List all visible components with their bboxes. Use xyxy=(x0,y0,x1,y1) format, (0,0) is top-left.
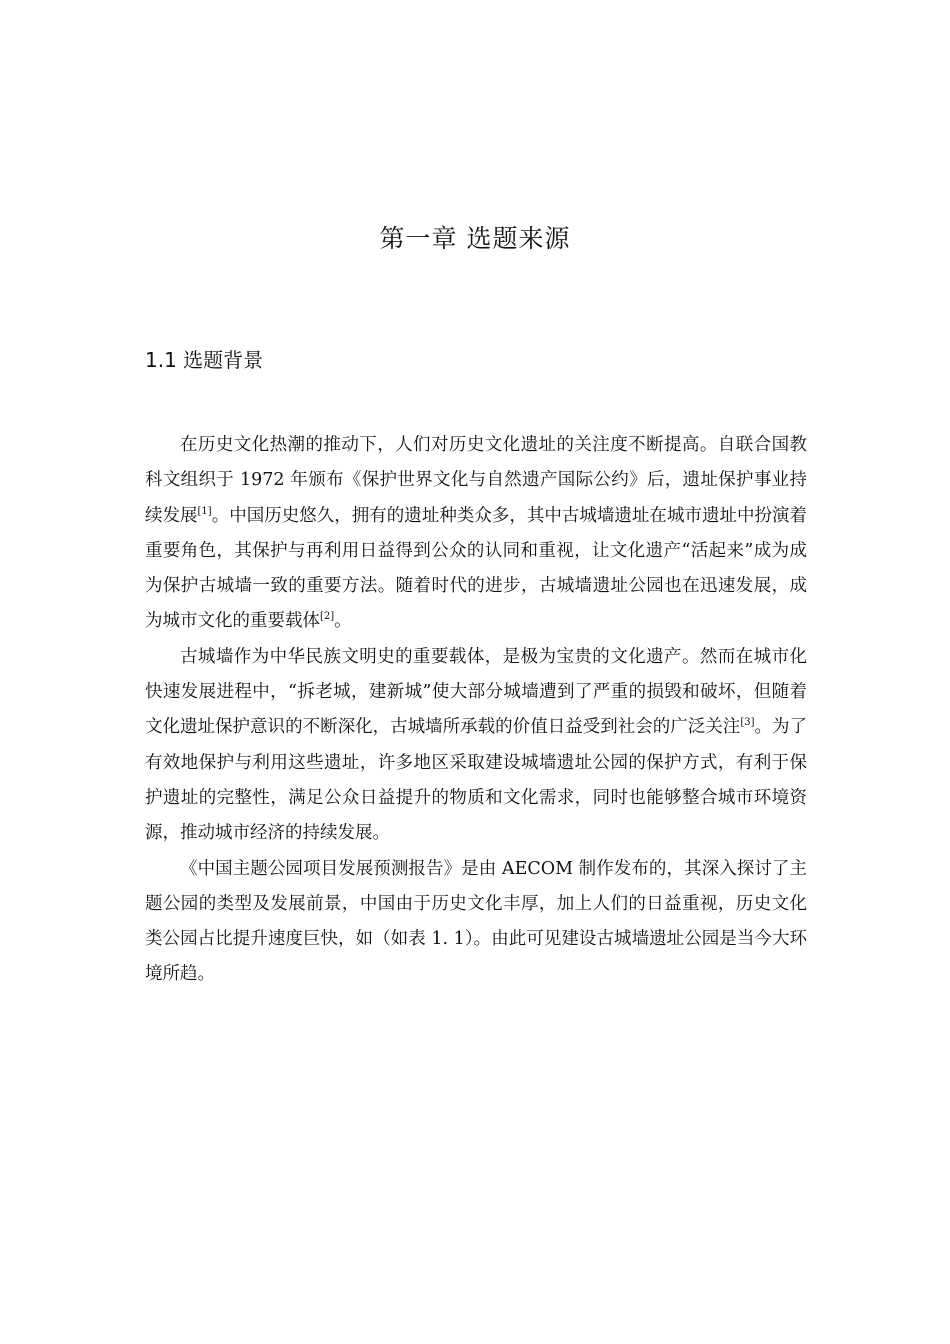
paragraph-text: 。中国历史悠久，拥有的遗址种类众多，其中古城墙遗址在城市遗址中扮演着重要角色，其保护与再利用日益得到公众的认同和重视，让文化遗产“活起来”成为成为保护古城墙一致的重要方法。随着时代的进步，古城墙遗址公园也在迅速发展，成为城市文化的重要载体 xyxy=(145,505,808,632)
paragraph-text: 在历史文化热潮的推动下，人们对历史文化遗址的关注度不断提高。自联合国教科文组织于 1972 年颁布《保护世界文化与自然遗产国际公约》后，遗址保护事业持续发展 xyxy=(145,435,807,526)
chapter-title: 第一章 选题来源 xyxy=(379,224,571,253)
paragraph-text: 《中国主题公园项目发展预测报告》是由 AECOM 制作发布的，其深入探讨了主题公园的类型及发展前景，中国由于历史文化丰厚，加上人们的日益重视，历史文化类公园占比提升速度巨快，如（如表 1. 1）。由此可见建设古城墙遗址公园是当今大环境所趋。 xyxy=(145,858,807,985)
paragraph-2 xyxy=(145,640,807,852)
section-heading: 1.1 选题背景 xyxy=(145,348,264,372)
paragraph-text: 古城墙作为中华民族文明史的重要载体，是极为宝贵的文化遗产。然而在城市化快速发展进程中，“拆老城，建新城”使大部分城墙遭到了严重的损毁和破坏，但随着文化遗址保护意识的不断深化，古城墙所承载的价值日益受到社会的广泛关注 xyxy=(145,646,807,738)
paragraph-text: 。 xyxy=(334,611,352,632)
paragraph-3 xyxy=(145,852,807,993)
citation-ref: [3] xyxy=(740,717,755,729)
citation-ref: [1] xyxy=(197,505,212,517)
body-text xyxy=(145,428,807,993)
citation-ref: [2] xyxy=(320,611,335,623)
paragraph-text: 。为了有效地保护与利用这些遗址，许多地区采取建设城墙遗址公园的保护方式，有利于保护遗址的完整性，满足公众日益提升的物质和文化需求，同时也能够整合城市环境资源，推动城市经济的持续发展。 xyxy=(145,717,808,844)
paragraph-1 xyxy=(145,428,807,640)
